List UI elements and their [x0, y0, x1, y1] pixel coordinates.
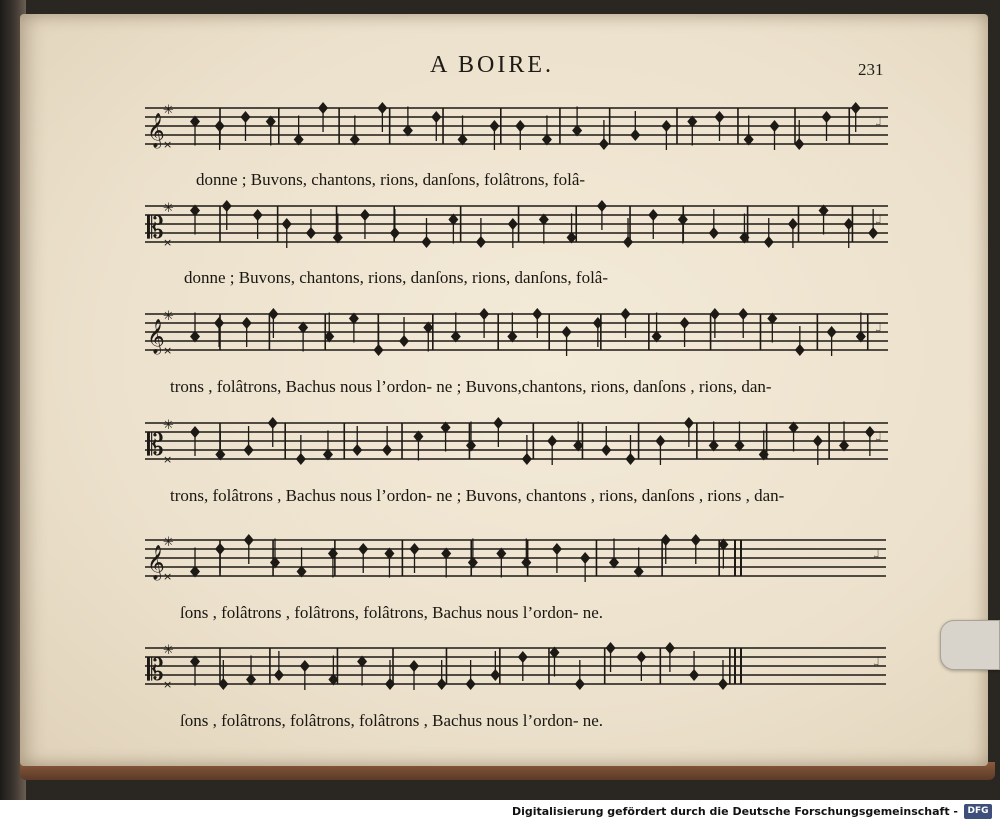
sharp-icon: ✳ — [163, 643, 174, 658]
sharp-icon: × — [163, 236, 173, 249]
footer-bar — [0, 800, 1000, 824]
sharp-icon: × — [163, 570, 173, 583]
lyric-line-2: donne ; Buvons, chantons, rions, danſons, rions, danſons, folâ- — [184, 268, 609, 287]
sharp-icon: ✳ — [163, 201, 174, 216]
sharp-icon: × — [163, 344, 173, 357]
page-number: 231 — [858, 60, 884, 79]
clef-icon: 𝄡 — [147, 211, 164, 246]
clef-icon: 𝄡 — [147, 653, 164, 688]
sharp-icon: ✳ — [163, 103, 174, 118]
footer-credit: Digitalisierung gefördert durch die Deutsche Forschungsgemeinschaft - — [511, 805, 958, 818]
custos-icon: 𝆷 — [874, 546, 879, 562]
lyric-line-1: donne ; Buvons, chantons, rions, danſons, folâtrons, folâ- — [196, 170, 586, 189]
custos-icon: 𝆷 — [876, 429, 881, 445]
custos-icon: 𝆷 — [876, 320, 881, 336]
lyric-line-6: ſons , folâtrons, folâtrons, folâtrons , Bachus nous l’ordon- ne. — [180, 711, 604, 730]
custos-icon: 𝆷 — [874, 654, 879, 670]
lyric-line-4: trons, folâtrons , Bachus nous l’ordon- ne ; Buvons, chantons , rions, danſons , rions , dan- — [170, 486, 785, 505]
lyric-line-3: trons , folâtrons, Bachus nous l’ordon- ne ; Buvons,chantons, rions, danſons , rions, dan- — [170, 377, 772, 396]
custos-icon: 𝆷 — [876, 114, 881, 130]
custos-icon: 𝆷 — [876, 212, 881, 228]
sharp-icon: × — [163, 138, 173, 151]
clef-icon: 𝄡 — [147, 428, 164, 463]
clef-icon: 𝄞 — [147, 113, 165, 148]
dfg-logo: DFG — [964, 804, 992, 819]
clef-icon: 𝄞 — [147, 545, 165, 580]
sharp-icon: × — [163, 678, 173, 691]
sharp-icon: ✳ — [163, 535, 174, 550]
running-title: A BOIRE. — [430, 52, 555, 78]
sharp-icon: ✳ — [163, 418, 174, 433]
lyric-line-5: ſons , folâtrons , folâtrons, folâtrons, Bachus nous l’ordon- ne. — [180, 603, 604, 622]
sharp-icon: × — [163, 453, 173, 466]
sharp-icon: ✳ — [163, 309, 174, 324]
clef-icon: 𝄞 — [147, 319, 165, 354]
